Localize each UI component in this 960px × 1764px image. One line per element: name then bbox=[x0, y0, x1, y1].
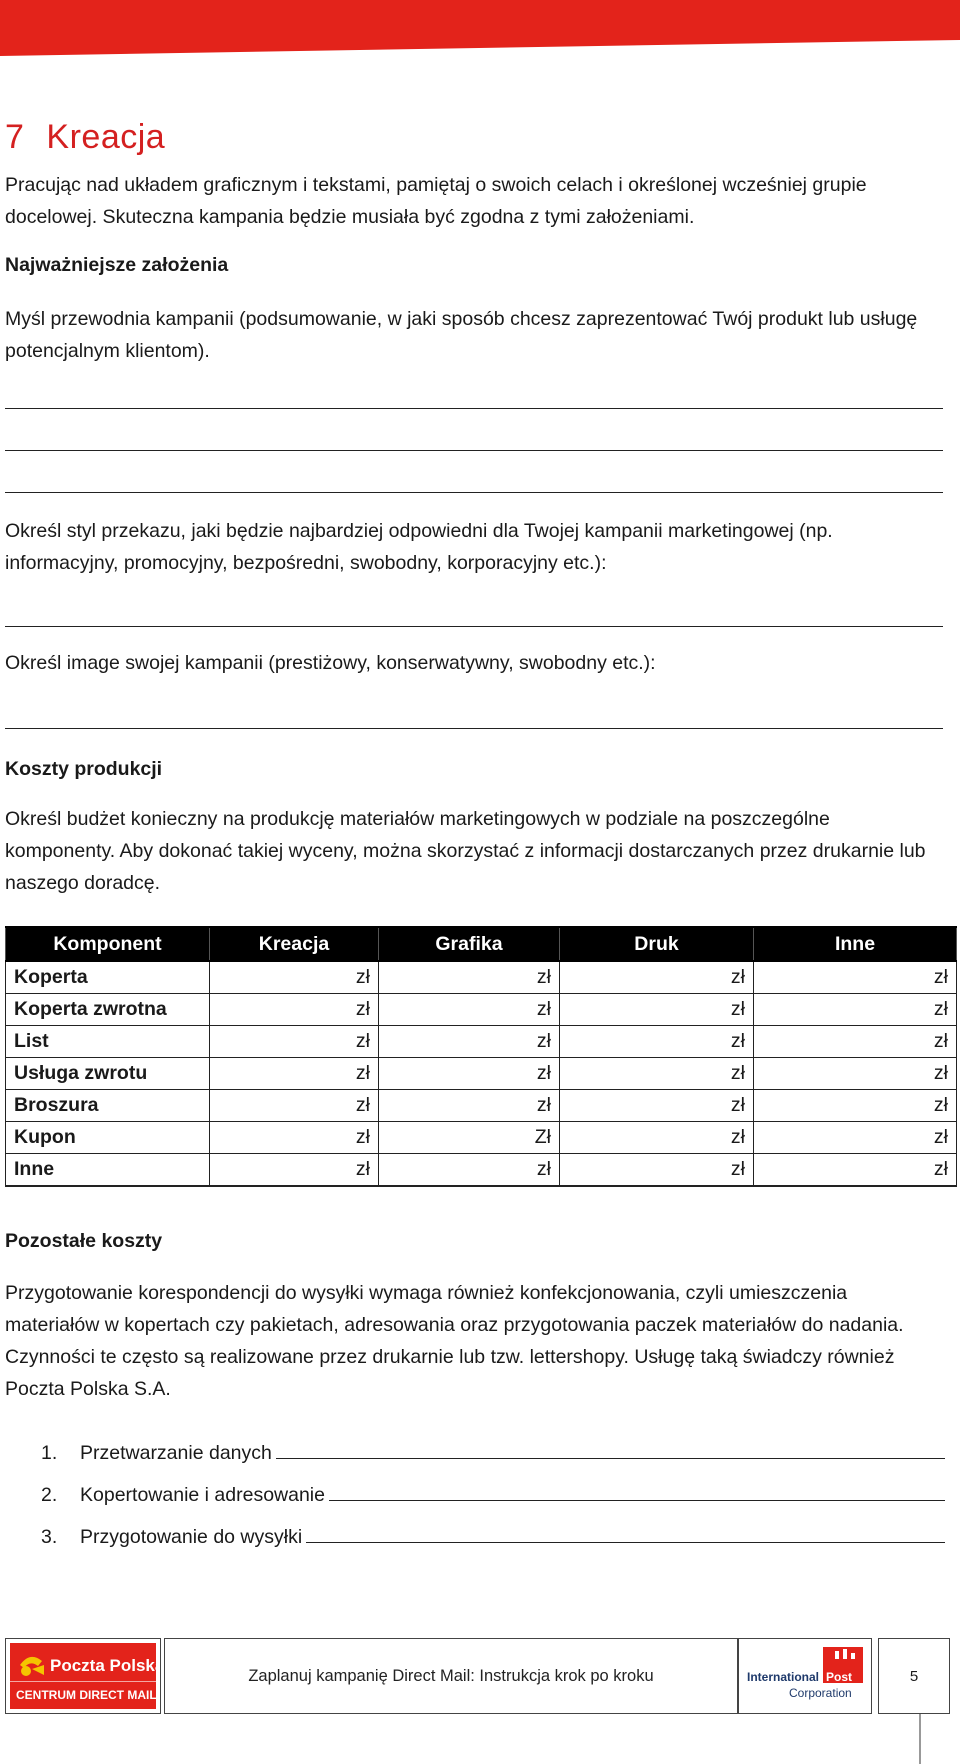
cost-cell[interactable]: zł bbox=[560, 1058, 754, 1090]
section-title: Kreacja bbox=[46, 118, 166, 156]
table-row bbox=[6, 1058, 957, 1090]
cost-cell[interactable]: zł bbox=[754, 1122, 957, 1154]
cost-cell[interactable]: zł bbox=[754, 1026, 957, 1058]
cost-cell[interactable]: zł bbox=[210, 1090, 379, 1122]
column-header: Grafika bbox=[379, 927, 560, 961]
style-prompt: Określ styl przekazu, jaki będzie najbardziej odpowiedni dla Twojej kampanii marketingowej (np. informacyjny, promocyjny, bezpośredni, swobodny, korporacyjny etc.): bbox=[5, 520, 833, 574]
page-number: 5 bbox=[909, 1667, 919, 1685]
row-label: Koperta bbox=[6, 961, 210, 994]
answer-line[interactable] bbox=[5, 491, 943, 493]
answer-line[interactable] bbox=[5, 727, 943, 729]
logo-line3: Corporation bbox=[789, 1686, 852, 1700]
footer-divider bbox=[919, 1714, 921, 1764]
list-item-number: 1. bbox=[41, 1442, 58, 1464]
logo-line1: International bbox=[747, 1670, 820, 1684]
footer-title: Zaplanuj kampanię Direct Mail: Instrukcja krok po kroku bbox=[248, 1666, 654, 1685]
table-row bbox=[6, 1090, 957, 1122]
cost-cell[interactable]: zł bbox=[754, 1058, 957, 1090]
cost-cell[interactable]: zł bbox=[754, 1154, 957, 1187]
cost-cell[interactable]: zł bbox=[210, 1122, 379, 1154]
cost-cell[interactable]: zł bbox=[560, 1090, 754, 1122]
cost-cell[interactable]: zł bbox=[379, 1058, 560, 1090]
cost-cell[interactable]: zł bbox=[210, 994, 379, 1026]
cost-cell[interactable]: zł bbox=[560, 1026, 754, 1058]
table-row bbox=[6, 1026, 957, 1058]
answer-line[interactable] bbox=[5, 407, 943, 409]
cost-cell[interactable]: zł bbox=[379, 1090, 560, 1122]
cost-cell[interactable]: zł bbox=[379, 1154, 560, 1187]
cost-cell[interactable]: zł bbox=[560, 1154, 754, 1187]
international-post-logo bbox=[738, 1638, 872, 1714]
page-number-box bbox=[878, 1638, 950, 1714]
cost-cell[interactable]: zł bbox=[210, 1058, 379, 1090]
list-item-number: 3. bbox=[41, 1526, 58, 1548]
column-header: Komponent bbox=[6, 927, 210, 961]
answer-line[interactable] bbox=[276, 1458, 945, 1459]
table-row bbox=[6, 1122, 957, 1154]
table-row bbox=[6, 994, 957, 1026]
costs-table-header-row bbox=[6, 927, 957, 961]
other-costs-heading: Pozostałe koszty bbox=[5, 1230, 163, 1252]
answer-line[interactable] bbox=[5, 449, 943, 451]
other-costs-text: Przygotowanie korespondencji do wysyłki wymaga również konfekcjonowania, czyli umieszczenia materiałów w kopertach czy pakietach, adresowania oraz przygotowania paczek materiałów do nadania. Czynności te często są realizowane przez drukarnie lub tzw. lettershopy. Usługę taką świadczy również Poczta Polska S.A. bbox=[5, 1282, 904, 1400]
production-heading: Koszty produkcji bbox=[5, 758, 163, 780]
row-label: Usługa zwrotu bbox=[6, 1058, 210, 1090]
column-header: Inne bbox=[754, 927, 957, 961]
table-row bbox=[6, 961, 957, 994]
leading-idea-prompt: Myśl przewodnia kampanii (podsumowanie, w jaki sposób chcesz zaprezentować Twój produkt lub usługę potencjalnym klientom). bbox=[5, 308, 918, 362]
costs-table bbox=[5, 926, 957, 1187]
production-text: Określ budżet konieczny na produkcję materiałów marketingowych w podziale na poszczególne komponenty. Aby dokonać takiej wyceny, można skorzystać z informacji dostarczanych przez drukarnie lub naszego doradcę. bbox=[5, 808, 926, 894]
list-item-label: Przetwarzanie danych bbox=[80, 1442, 272, 1464]
section-number: 7 bbox=[5, 118, 25, 156]
cost-cell[interactable]: zł bbox=[754, 1090, 957, 1122]
footer-title-box bbox=[164, 1638, 738, 1714]
answer-line[interactable] bbox=[329, 1500, 945, 1501]
row-label: Koperta zwrotna bbox=[6, 994, 210, 1026]
cost-cell[interactable]: zł bbox=[560, 1122, 754, 1154]
poczta-polska-logo bbox=[5, 1638, 161, 1714]
answer-line[interactable] bbox=[306, 1542, 945, 1543]
cost-cell[interactable]: zł bbox=[560, 994, 754, 1026]
list-item-label: Przygotowanie do wysyłki bbox=[80, 1526, 303, 1548]
list-item bbox=[5, 1507, 945, 1549]
row-label: Inne bbox=[6, 1154, 210, 1187]
row-label: List bbox=[6, 1026, 210, 1058]
page-footer bbox=[5, 1638, 955, 1714]
cost-cell[interactable]: zł bbox=[210, 1154, 379, 1187]
cost-cell[interactable]: zł bbox=[379, 1026, 560, 1058]
cost-cell[interactable]: Zł bbox=[379, 1122, 560, 1154]
list-item-label: Kopertowanie i adresowanie bbox=[80, 1484, 325, 1506]
section-heading bbox=[5, 118, 945, 157]
logo-line2: Post bbox=[826, 1670, 853, 1684]
cost-cell[interactable]: zł bbox=[560, 961, 754, 994]
cost-cell[interactable]: zł bbox=[754, 994, 957, 1026]
row-label: Kupon bbox=[6, 1122, 210, 1154]
page-content bbox=[5, 118, 948, 1549]
list-item-number: 2. bbox=[41, 1484, 58, 1506]
list-item bbox=[5, 1465, 945, 1507]
cost-cell[interactable]: zł bbox=[210, 961, 379, 994]
column-header: Kreacja bbox=[210, 927, 379, 961]
image-prompt: Określ image swojej kampanii (prestiżowy, konserwatywny, swobodny etc.): bbox=[5, 652, 656, 674]
cost-cell[interactable]: zł bbox=[379, 961, 560, 994]
other-costs-list bbox=[5, 1423, 945, 1549]
logo-sub-text: CENTRUM DIRECT MAIL bbox=[16, 1688, 157, 1702]
logo-brand-text: Poczta Polska bbox=[50, 1656, 160, 1675]
list-item bbox=[5, 1423, 945, 1465]
section-intro: Pracując nad układem graficznym i tekstami, pamiętaj o swoich celach i określonej wcześniej grupie docelowej. Skuteczna kampania będzie musiała być zgodna z tymi założeniami. bbox=[5, 174, 867, 228]
row-label: Broszura bbox=[6, 1090, 210, 1122]
assumptions-heading: Najważniejsze założenia bbox=[5, 254, 229, 276]
answer-line[interactable] bbox=[5, 625, 943, 627]
table-row bbox=[6, 1154, 957, 1187]
cost-cell[interactable]: zł bbox=[210, 1026, 379, 1058]
cost-cell[interactable]: zł bbox=[379, 994, 560, 1026]
top-banner bbox=[0, 0, 960, 56]
cost-cell[interactable]: zł bbox=[754, 961, 957, 994]
column-header: Druk bbox=[560, 927, 754, 961]
